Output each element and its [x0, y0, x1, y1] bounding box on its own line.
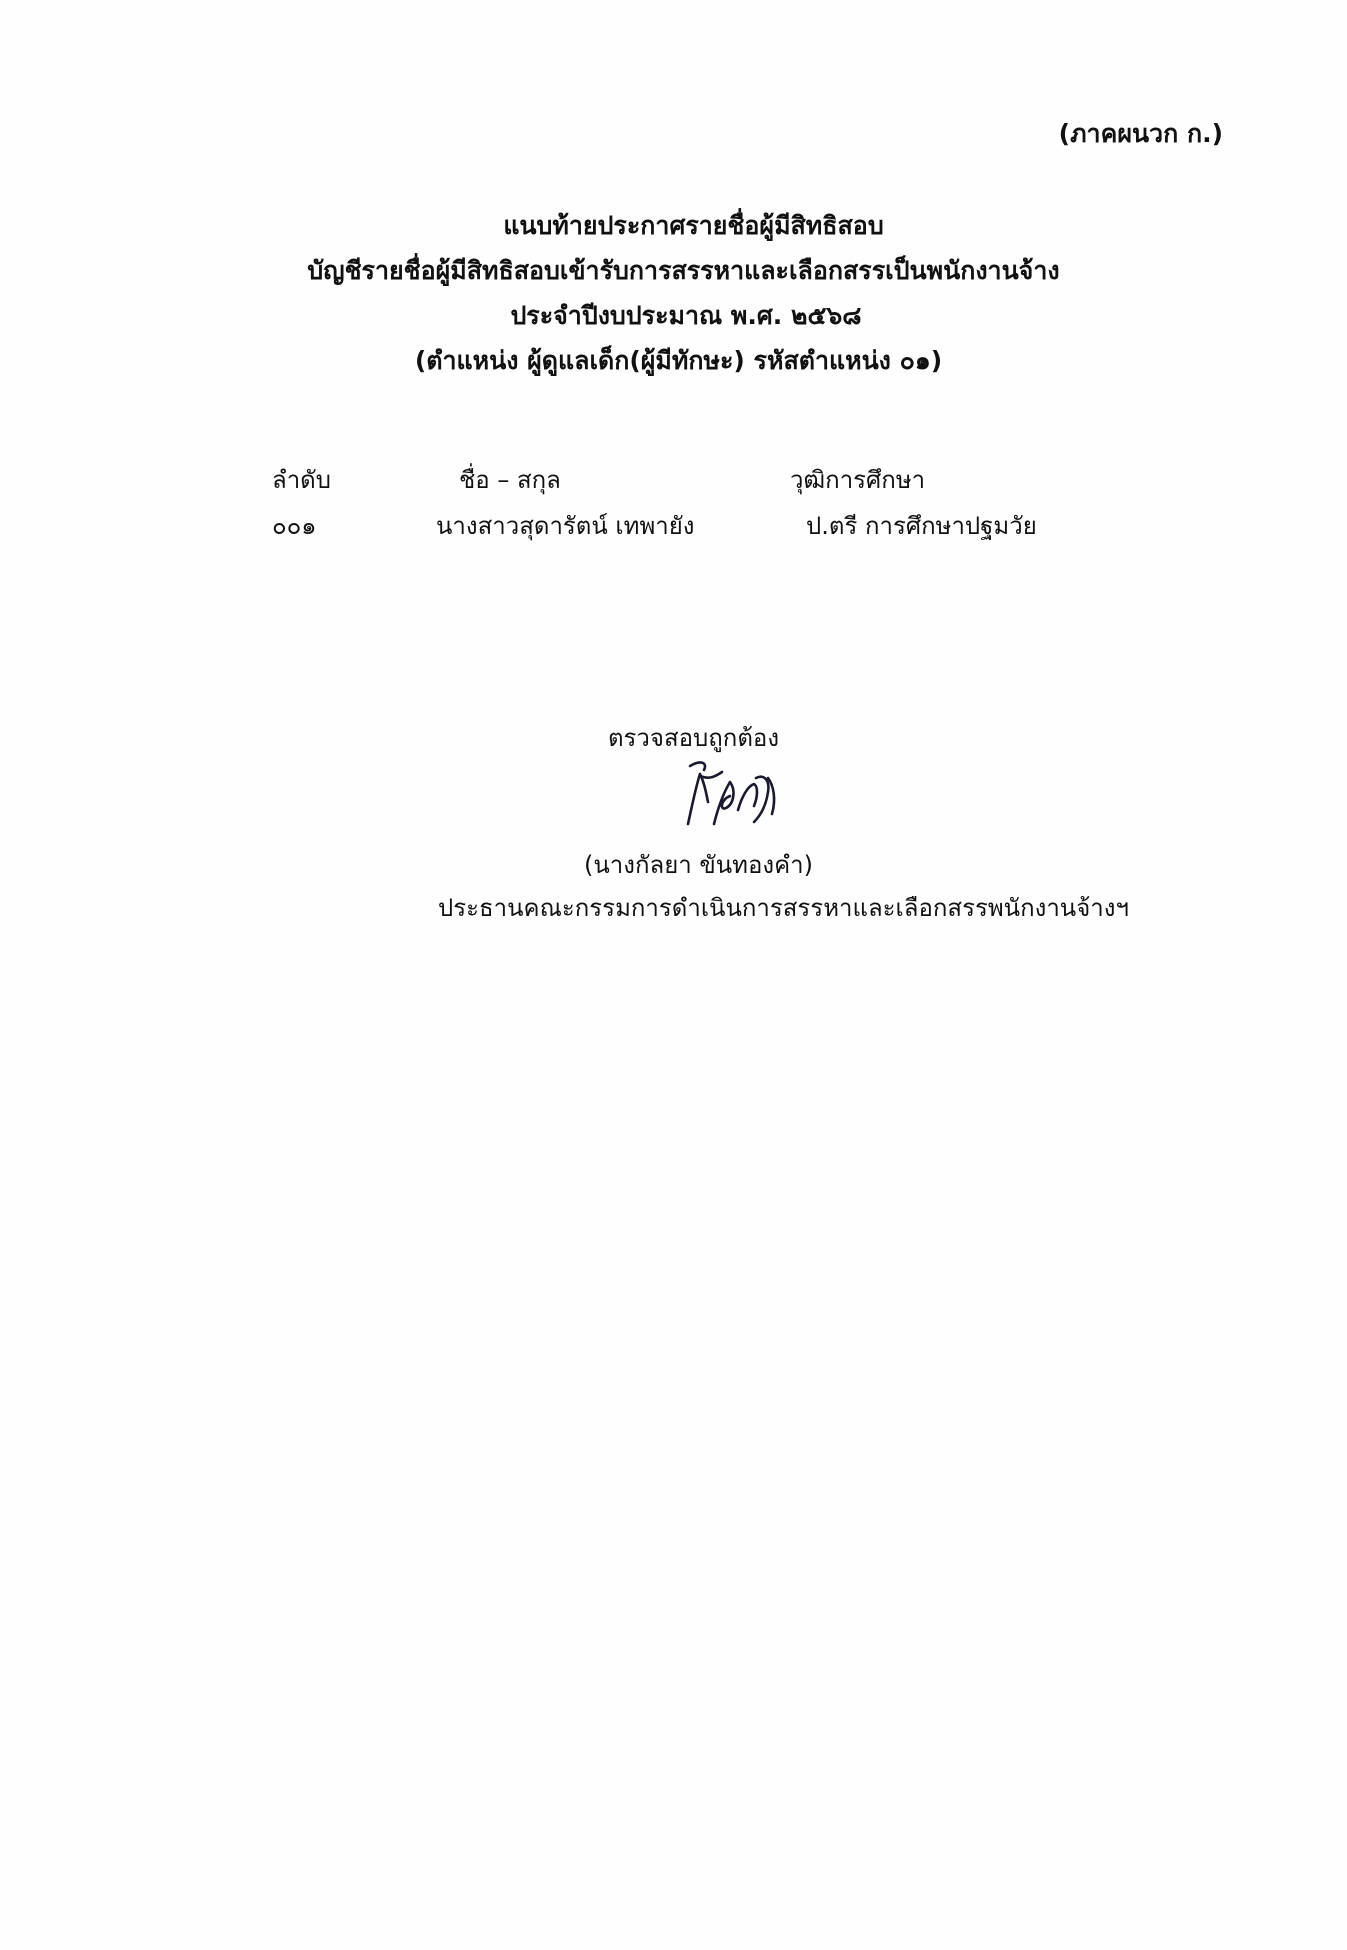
heading-line-4: (ตำแหน่ง ผู้ดูแลเด็ก(ผู้มีทักษะ) รหัสตำแหน่ง ๐๑) [414, 346, 943, 375]
column-header-name: ชื่อ – สกุล [459, 466, 561, 494]
document-heading [0, 203, 1347, 383]
candidate-table [0, 460, 1347, 544]
table-row [0, 502, 1347, 544]
appendix-label: (ภาคผนวก ก.) [1058, 119, 1223, 148]
row-name: นางสาวสุดารัตน์ เทพายัง [436, 512, 695, 540]
signer-name: (นางกัลยา ขันทองคำ) [583, 851, 814, 879]
verification-label: ตรวจสอบถูกต้อง [607, 724, 780, 752]
column-header-order: ลำดับ [272, 466, 332, 494]
handwritten-signature [670, 756, 790, 828]
heading-line-2: บัญชีรายชื่อผู้มีสิทธิสอบเข้ารับการสรรหาและเลือกสรรเป็นพนักงานจ้าง [307, 256, 1060, 285]
table-header-row [0, 460, 1347, 502]
signer-title: ประธานคณะกรรมการดำเนินการสรรหาและเลือกสรรพนักงานจ้างฯ [438, 894, 1129, 922]
column-header-education: วุฒิการศึกษา [790, 466, 926, 494]
row-education: ป.ตรี การศึกษาปฐมวัย [806, 512, 1037, 540]
heading-line-1: แนบท้ายประกาศรายชื่อผู้มีสิทธิสอบ [503, 211, 884, 240]
heading-line-3: ประจำปีงบประมาณ พ.ศ. ๒๕๖๘ [510, 301, 862, 330]
row-order: ๐๐๑ [272, 512, 317, 540]
